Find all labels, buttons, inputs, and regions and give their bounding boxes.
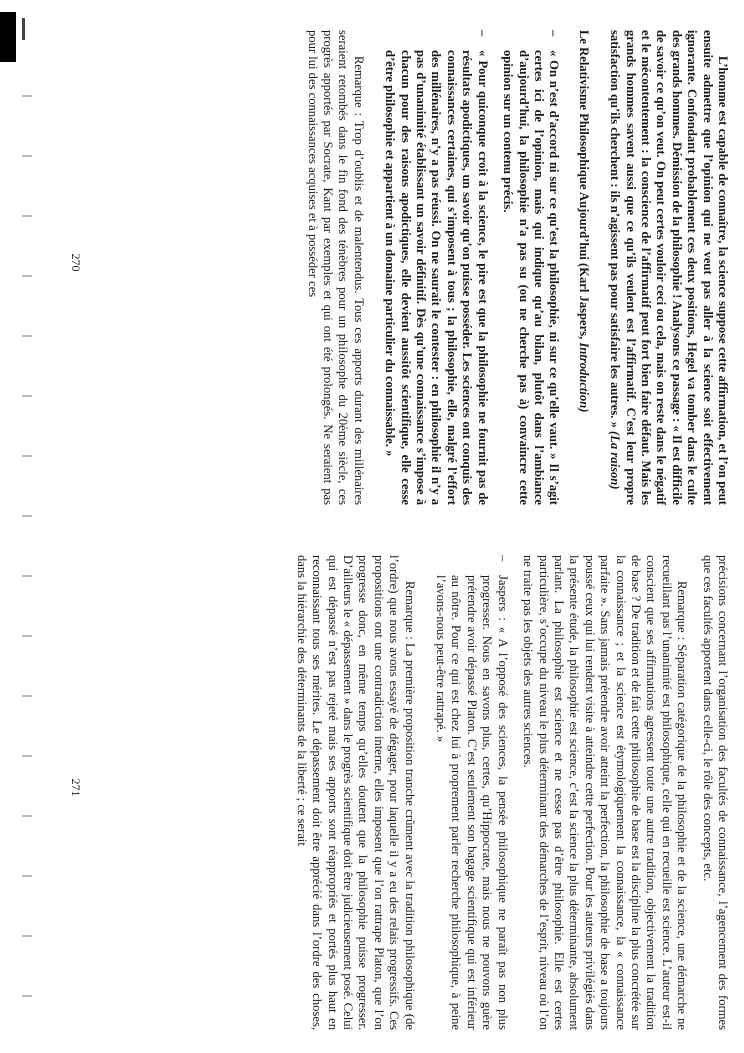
quote-item: [500, 30, 562, 505]
binder-tick: [22, 875, 32, 877]
paragraph-continued: précisions concernant l’organisation des facultés de connaissance, l’agencement des formes que ces facultés apportent dans celle-ci, le rôle des concepts, etc.: [700, 555, 730, 1030]
quote-item-text: « On n’est d’accord ni sur ce qu’est la philosophie, ni sur ce qu’elle vaut. » Il s’agit certes ici de l’opinion, mais qui indique qu’au bilan, plutôt dans l’ambiance d’aujourd’hui, la philosophie n’a pas su (ou ne cherche pas à) convaincre cette opinion sur un contenu précis.: [501, 50, 562, 505]
source-citation: (La raison): [608, 431, 623, 490]
page-number: 270: [69, 253, 83, 272]
quote-item-text: Jaspers : « A l’opposé des sciences, la pensée philosophique ne paraît pas non plus progresser. Nous en savons plus, certes, qu’Hippocrate, mais nous ne pouvons guère prétendre avoir dépassé Platon. C’est seulement son bagage scientifique qui est inférieur au nôtre. Pour ce qui est chez lui à proprement parler recherche philosophique, à peine l’avons-nous peut-être rattrapé. »: [434, 575, 510, 1030]
binder-tick: [22, 95, 32, 97]
quote-item-text: « Pour quiconque croit à la science, le pire est que la philosophie ne fournit pas de résultats apodictiques, un savoir qu’on puisse posséder. Les sciences ont conquis des connaissances certaines, qui s’imposent à tous ; la philosophie, elle, malgré l’effort des millénaires, n’y a pas réussi. On ne saurait le contester : en philosophie il n’y a pas d’unanimité établissant un savoir définitif. Dès qu’une connaissance s’impose à chacun pour des raisons apodictiques, elle devient aussitôt scientifique, elle cesse d’être philosophie et appartient à un domaine particulier du connaissable. »: [383, 50, 490, 505]
section-heading-text: Le Relativisme Philosophique Aujourd’hui (Karl Jaspers,: [576, 30, 591, 340]
quote-item: [433, 555, 510, 1030]
binder-mark: [22, 18, 25, 40]
dash-bullet: –: [495, 555, 510, 562]
page-270: [60, 10, 740, 515]
remark-paragraph: Remarque : Séparation catégorique de la philosophie et de la science, une démarche ne recueillant pas l’unanimité est philosophique, celle qui en recueille est science. L’auteur est-il conscient que ses affirmations agressent toute une autre tradition, objectivement la tradition de base ? De tradition et de fait cette philosophie de base est la discipline la plus concrétée sur la connaissance ; et la science est étymologiquement la connaissance, la « connaissance parfaite ». Sans jamais prétendre avoir atteint la perfection, la philosophie de base a toujours poussé ceux qui lui rendent visite à atteindre cette perfection. Pour les auteurs privilégiés dans la présente étude, la philosophie est science, c’est la science la plus déterminante, absolument parlant. La philosophie est science et ne cesse pas d’être philosophie. Elle est certes particulière, s’occupe du niveau le plus déterminant des démarches de l’esprit, niveau où l’on ne traite pas les objets des autres sciences.: [521, 555, 690, 1030]
binder-tick: [22, 815, 32, 817]
binder-tick: [22, 215, 32, 217]
remark-paragraph: Remarque : Trop d’oublis et de malentendus. Tous ces apports durant des millénaires seraient retombés dans le fin fond des ténèbres pour un philosophe du 20ème siècle, ces progrès apportés par Socrate, Kant par exemples et qui ont été prolongés. Ne seraient pas pour lui des connaissances acquises et à posséder ces: [305, 30, 366, 505]
binder-tick: [22, 755, 32, 757]
binder-tick: [22, 635, 32, 637]
page-number: 271: [69, 778, 83, 797]
page-271-body: [283, 555, 730, 1030]
page-271: [60, 535, 740, 1040]
binder-tick: [22, 455, 32, 457]
book-spread: [60, 10, 740, 1040]
section-heading-source: Introduction): [576, 342, 591, 413]
paragraph-hegel-text: L’homme est capable de connaître, la science suppose cette affirmation, et l’on peut ensuite admettre que l’opinion qui ne veut pas aller à la science soit effectivement ignorante. Confondant probablement ces deux positions, Hegel va tomber dans le culte des grands hommes. Démission de la philosophie ! Analysons ce passage : « Il est difficile de savoir ce qu’on veut. On peut certes vouloir ceci ou cela, mais on reste dans le négatif et le mécontentement : la conscience de l’affirmatif peut fort bien faire défaut. Mais les grands hommes savent aussi que ce qu’ils veulent est l’affirmatif. C’est leur propre satisfaction qu’ils cherchent : ils n’agissent pas pour satisfaire les autres. »: [608, 30, 730, 505]
quote-item: [382, 30, 490, 505]
binder-clip: [0, 12, 16, 62]
remark-paragraph: Remarque : La première proposition tranche crûment avec la tradition philosophique (de l’ordre) que nous avons essayé de dégager, pour laquelle il y a eu des relais progressifs. Ces propositions ont une contradiction interne, elles imposent que l’on rattrape Platon, que l’on progresse donc, en même temps qu’elles doutent que la philosophie puisse progresser. D’ailleurs le « dépassement » dans le progrès scientifique doit être judicieusement posé. Celui qui est dépassé n’est pas rejeté mais ses apports sont réappropriés et portés plus haut en reconnaissant tous ses mérites. Le dépassement doit être apprécié dans l’ordre des choses, dans la hiérarchie des déterminants de la liberté ; ce serait: [294, 555, 417, 1030]
binder-tick: [22, 275, 32, 277]
binder-tick: [22, 935, 32, 937]
dash-bullet: –: [547, 30, 562, 37]
binder-tick: [22, 515, 32, 517]
dash-bullet: –: [475, 30, 490, 37]
binder-tick: [22, 155, 32, 157]
page-270-body: [294, 30, 730, 505]
paragraph-hegel: [607, 30, 730, 505]
binder-tick: [22, 575, 32, 577]
binder-tick: [22, 395, 32, 397]
binder-tick: [22, 695, 32, 697]
binder-tick: [22, 995, 32, 997]
binder-strip: [0, 0, 46, 1053]
binder-tick: [22, 335, 32, 337]
section-heading: [575, 30, 590, 505]
